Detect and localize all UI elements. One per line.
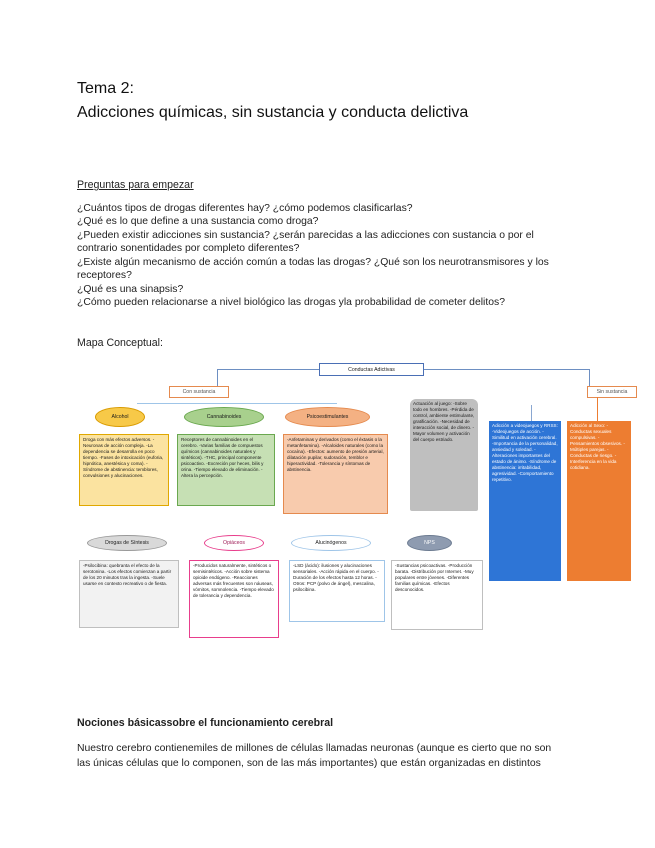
question-3a: ¿Pueden existir adicciones sin sustancia? ¿serán parecidas a las adicciones con sustancia o por el	[77, 230, 534, 241]
question-5: ¿Qué es una sinapsis?	[77, 284, 184, 295]
box-juego: Actuación al juego: -Sobre todo en hombres. -Pérdida de control, ambiente estimulante, gratificación. -Necesidad de interacción social, de dinero. -Mayor volumen y activación del cuerpo estriado.	[410, 399, 478, 511]
connector	[217, 369, 218, 387]
sin-sustancia: Sin sustancia	[587, 386, 637, 398]
page-title: Adicciones químicas, sin sustancia y conducta delictiva	[77, 104, 469, 121]
connector	[597, 397, 598, 421]
node-alucinogenos: Alucinógenos	[291, 535, 371, 551]
concept-map	[77, 355, 632, 655]
title-line-1: Tema 2:	[77, 80, 134, 97]
questions-heading: Preguntas para empezar	[77, 179, 194, 191]
con-sustancia: Con sustancia	[169, 386, 229, 398]
paragraph-line-2: las únicas células que lo componen, son de las más importantes) que están organizadas en distintos	[77, 758, 541, 769]
connector	[424, 369, 589, 370]
connector	[589, 369, 590, 386]
question-3b: contrario sonentidades por completo diferentes?	[77, 243, 300, 254]
question-1: ¿Cuántos tipos de drogas diferentes hay? ¿cómo podemos clasificarlas?	[77, 203, 413, 214]
box-alcohol: Droga con más efectos adversos. -Neuronas de acción compleja. -La dependencia se desarrolla en poco tiempo. -Fases de intoxicación (euforia, hipnótica, anestésica y coma). -Síndrome de abstinencia: temblores, convulsiones y alucinaciones.	[79, 434, 169, 506]
box-cannabinoides: Receptores de cannabinoides en el cerebro. -Varias familias de compuestos químicos (cannabinoides naturales y sintéticos). -THC, principal componente psicoactivo. -Excreción por heces, bilis y orina. -Tiempo elevado de eliminación. -Altera la percepción.	[177, 434, 275, 506]
map-root: Conductas Adictivas	[319, 363, 424, 376]
question-2: ¿Qué es lo que define a una sustancia como droga?	[77, 216, 319, 227]
question-6: ¿Cómo pueden relacionarse a nivel biológico las drogas yla probabilidad de cometer delitos?	[77, 297, 505, 308]
node-cannabinoides: Cannabinoides	[184, 407, 264, 427]
connector	[217, 369, 319, 370]
box-sexo: Adicción al Sexo: -Conductas sexuales compulsivas. -Pensamientos obsesivos. -Múltiples parejas. -Conductas de riesgo. -Interferencia en la vida cotidiana.	[567, 421, 631, 581]
map-label: Mapa Conceptual:	[77, 337, 163, 349]
node-alcohol: Alcohol	[95, 407, 145, 427]
connector	[137, 403, 337, 404]
section-heading: Nociones básicassobre el funcionamiento cerebral	[77, 717, 334, 729]
question-4b: receptores?	[77, 270, 132, 281]
box-psicoestimulantes: -Anfetaminas y derivados (como el éxtasis o la metanfetamina). -Alcaloides naturales (como la cocaína). -Efectos: aumento de presión arterial, dilatación pupilar, sudoración, temblor e hiperactividad. -Tolerancia y síntomas de abstinencia.	[283, 434, 388, 514]
box-videojuegos: Adicción a videojuegos y RRSS: -Videojuegos de acción. -Similitud en activación cerebral. -Importancia de la personalidad, ansiedad y soledad. -Alteraciones importantes del estado de ánimo. -Síndrome de abstinencia: irritabilidad, agresividad. -Comportamiento repetitivo.	[489, 421, 561, 581]
node-psicoestimulantes: Psicoestimulantes	[285, 407, 370, 427]
node-drogas-sintesis: Drogas de Síntesis	[87, 535, 167, 551]
node-opiaceos: Opiáceos	[204, 535, 264, 551]
box-alucinogenos: -LSD (ácido): ilusiones y alucinaciones sensoriales. -Acción rápida en el cuerpo. -Duración de los efectos hasta 12 horas. -Otros: PCP (polvo de ángel), mescalina, psilocibina.	[289, 560, 385, 622]
box-drogas-sintesis: -Psilocibina: quebranta el efecto de la serotonina. -Los efectos comienzan a partir de los 20 minutos tras la ingesta. -Suele usarse en contexto recreativo o de fiesta.	[79, 560, 179, 628]
paragraph-line-1: Nuestro cerebro contienemiles de millones de células llamadas neuronas (aunque es cierto que no son	[77, 743, 552, 754]
node-nps: NPS	[407, 535, 452, 551]
box-nps: -Sustancias psicoactivas. -Producción barata. -Distribución por Internet. -Muy populares entre jóvenes. -Diferentes familias químicas. -Efectos desconocidos.	[391, 560, 483, 630]
box-opiaceos: -Producidos naturalmente, sintéticos o semisintéticos. -Acción sobre sistema opioide endógeno. -Reacciones adversas más frecuentes son náuseas, vómitos, somnolencia. -Tiempo elevado de tolerancia y dependencia.	[189, 560, 279, 638]
question-4a: ¿Existe algún mecanismo de acción común a todas las drogas? ¿Qué son los neurotransmisores y los	[77, 257, 549, 268]
connector	[531, 405, 532, 421]
